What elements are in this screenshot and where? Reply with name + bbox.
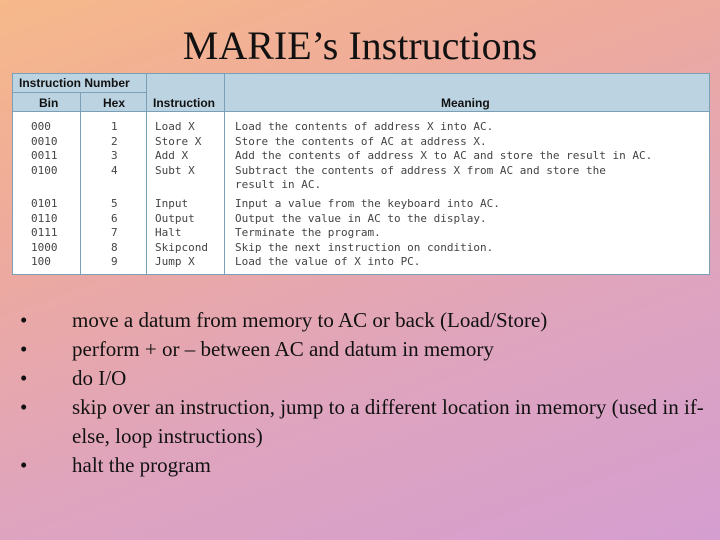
bin-cell: 0110	[31, 211, 58, 225]
bin-cell: 0101	[31, 197, 58, 210]
hex-cell: 3	[111, 149, 118, 162]
bin-cell: 000	[31, 120, 51, 133]
column-divider	[224, 74, 225, 274]
bullet-marker: •	[20, 395, 28, 419]
meaning-cell: result in AC.	[235, 178, 322, 191]
instruction-table	[12, 73, 710, 275]
instruction-cell: Input	[155, 197, 189, 210]
instruction-cell: Load X	[155, 120, 195, 133]
column-header-row	[13, 93, 709, 112]
bullet-text: halt the program	[72, 453, 211, 477]
bullet-item	[20, 451, 710, 480]
hex-cell: 2	[111, 134, 118, 148]
bullet-marker: •	[20, 308, 28, 332]
bullet-list	[20, 306, 710, 480]
hex-cell: 1	[111, 120, 118, 133]
column-divider	[146, 74, 147, 274]
instruction-cell: Halt	[155, 226, 182, 239]
meaning-cell: Store the contents of AC at address X.	[235, 134, 487, 148]
instruction-cell: Output	[155, 211, 195, 225]
hex-cell: 6	[111, 211, 118, 225]
slide-title: MARIE’s Instructions	[182, 23, 538, 68]
bullet-marker: •	[20, 366, 28, 390]
bullet-text: skip over an instruction, jump to a different location in memory (used in if-else, loop instructions)	[72, 395, 704, 448]
hex-cell: 8	[111, 240, 118, 254]
hex-cell: 7	[111, 226, 118, 239]
hex-cell: 9	[111, 255, 118, 268]
instruction-header: Instruction	[153, 96, 215, 110]
bullet-item	[20, 335, 710, 364]
bin-cell: 0010	[31, 134, 58, 148]
instruction-cell: Jump X	[155, 255, 195, 268]
meaning-cell: Output the value in AC to the display.	[235, 211, 487, 225]
bin-cell: 0100	[31, 163, 58, 177]
bin-cell: 100	[31, 255, 51, 268]
instruction-cell: Store X	[155, 134, 202, 148]
instruction-number-header	[13, 74, 147, 93]
meaning-cell: Add the contents of address X to AC and store the result in AC.	[235, 149, 653, 162]
bin-cell: 0011	[31, 149, 58, 162]
column-divider	[80, 93, 81, 274]
bullet-item	[20, 393, 710, 451]
hex-header: Hex	[103, 96, 126, 110]
hex-cell: 4	[111, 163, 118, 177]
bin-cell: 0111	[31, 226, 58, 239]
bullet-marker: •	[20, 337, 28, 361]
meaning-cell: Input a value from the keyboard into AC.	[235, 197, 500, 210]
bullet-item	[20, 306, 710, 335]
instruction-number-label: Instruction Number	[19, 76, 130, 90]
bin-cell: 1000	[31, 240, 58, 254]
bullet-text: move a datum from memory to AC or back (Load/Store)	[72, 308, 548, 332]
bullet-marker: •	[20, 453, 28, 477]
instruction-cell: Subt X	[155, 163, 195, 177]
meaning-cell: Load the contents of address X into AC.	[235, 120, 494, 133]
instruction-cell: Skipcond	[155, 240, 208, 254]
bullet-item	[20, 364, 710, 393]
hex-cell: 5	[111, 197, 118, 210]
instruction-cell: Add X	[155, 149, 189, 162]
bin-header: Bin	[39, 96, 59, 110]
meaning-header: Meaning	[441, 96, 490, 110]
meaning-cell: Subtract the contents of address X from AC and store the	[235, 163, 606, 177]
bullet-text: do I/O	[72, 366, 127, 390]
meaning-cell: Terminate the program.	[235, 226, 381, 239]
meaning-cell: Load the value of X into PC.	[235, 255, 421, 268]
meaning-cell: Skip the next instruction on condition.	[235, 240, 494, 254]
bullet-text: perform + or – between AC and datum in memory	[72, 337, 494, 361]
